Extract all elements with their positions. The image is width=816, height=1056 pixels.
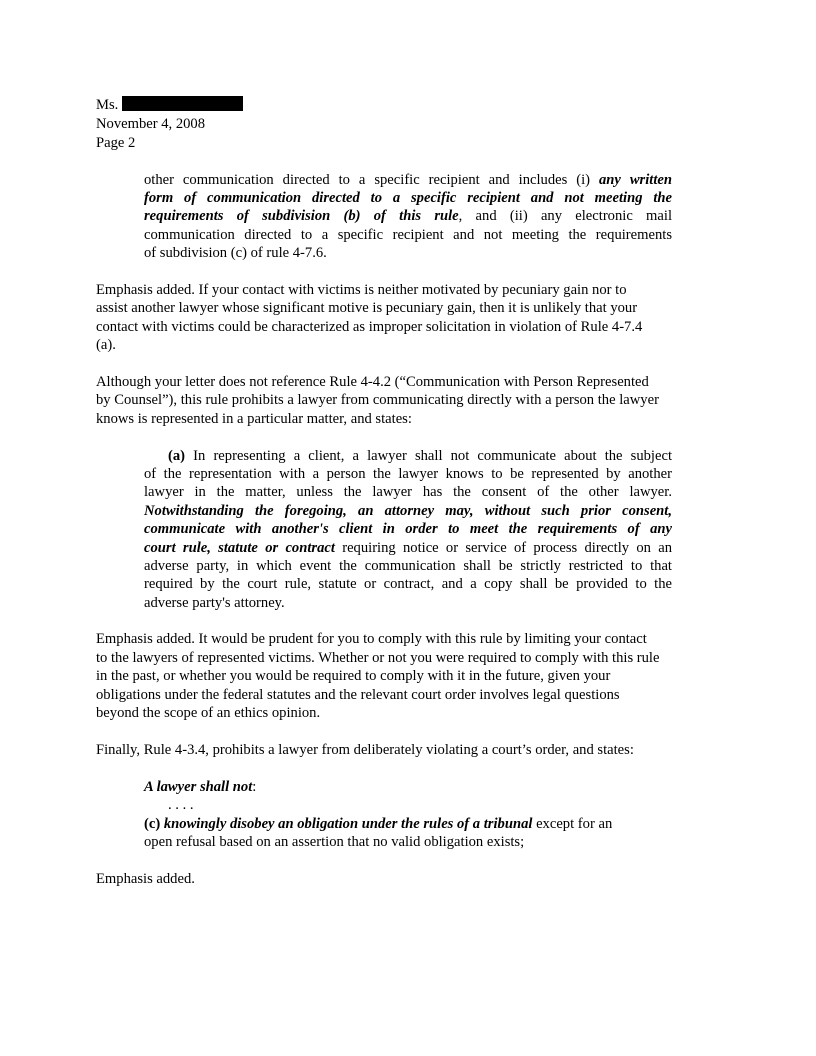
para2-line3: knows is represented in a particular matter, and states: (96, 411, 412, 427)
quote1-line4: communication directed to a specific recipient and not meeting the requirements (144, 227, 672, 243)
quote2-line1: (a) In representing a client, a lawyer shall not communicate about the subject (168, 448, 672, 464)
quote2-line2: of the representation with a person the lawyer knows to be represented by another (144, 466, 672, 482)
page-number: Page 2 (96, 135, 136, 151)
para3-line4: obligations under the federal statutes and the relevant court order involves legal questions (96, 687, 620, 703)
quote1-line5: of subdivision (c) of rule 4-7.6. (144, 245, 327, 261)
redacted-name-block (122, 96, 243, 111)
quote1-line3: requirements of subdivision (b) of this rule, and (ii) any electronic mail (144, 208, 672, 224)
quote1-line1: other communication directed to a specific recipient and includes (i) any written (144, 172, 672, 188)
quote1-line2: form of communication directed to a specific recipient and not meeting the (144, 190, 672, 206)
quote3-line3: (c) knowingly disobey an obligation under the rules of a tribunal except for an (144, 816, 613, 832)
para3-line2: to the lawyers of represented victims. Whether or not you were required to comply with this rule (96, 650, 660, 666)
salutation: Ms. (96, 97, 119, 113)
para3-line1: Emphasis added. It would be prudent for you to comply with this rule by limiting your contact (96, 631, 647, 647)
quote2-line4: Notwithstanding the foregoing, an attorney may, without such prior consent, (144, 503, 672, 519)
recipient-line (96, 96, 243, 114)
quote3-line1: A lawyer shall not: (144, 779, 257, 795)
quote2-line6: court rule, statute or contract requiring notice or service of process directly on an (144, 540, 672, 556)
quote2-line8: required by the court rule, statute or contract, and a copy shall be provided to the (144, 576, 672, 592)
quote2-line7: adverse party, in which event the communication shall be strictly restricted to that (144, 558, 672, 574)
quote3-line4: open refusal based on an assertion that no valid obligation exists; (144, 834, 525, 850)
para1-line4: (a). (96, 337, 116, 353)
quote2-line5: communicate with another's client in order to meet the requirements of any (144, 521, 672, 537)
para1-line3: contact with victims could be characterized as improper solicitation in violation of Rule 4-7.4 (96, 319, 643, 335)
quote2-line9: adverse party's attorney. (144, 595, 285, 611)
quote2-line3: lawyer in the matter, unless the lawyer has the consent of the other lawyer. (144, 484, 672, 500)
para1-line2: assist another lawyer whose significant motive is pecuniary gain, then it is unlikely that your (96, 300, 638, 316)
paragraph-5: Emphasis added. (96, 871, 195, 887)
letter-date: November 4, 2008 (96, 116, 206, 132)
para3-line3: in the past, or whether you would be required to comply with it in the future, given your (96, 668, 611, 684)
paragraph-4: Finally, Rule 4-3.4, prohibits a lawyer from deliberately violating a court’s order, and states: (96, 742, 634, 758)
para1-line1: Emphasis added. If your contact with victims is neither motivated by pecuniary gain nor to (96, 282, 627, 298)
para2-line2: by Counsel”), this rule prohibits a lawyer from communicating directly with a person the lawyer (96, 392, 659, 408)
quote3-ellipsis: . . . . (168, 797, 194, 813)
para3-line5: beyond the scope of an ethics opinion. (96, 705, 321, 721)
para2-line1: Although your letter does not reference Rule 4-4.2 (“Communication with Person Represented (96, 374, 649, 390)
